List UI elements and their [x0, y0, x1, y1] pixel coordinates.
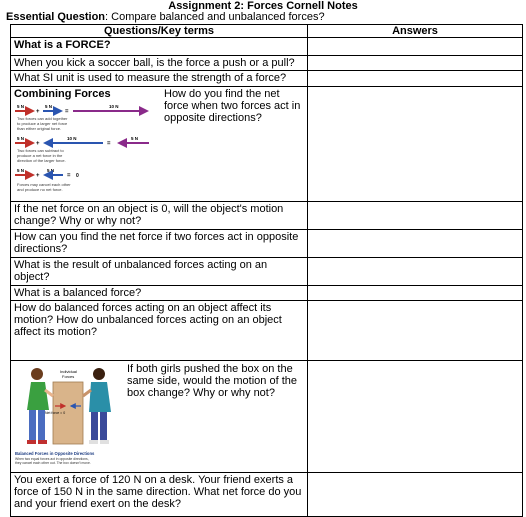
individual-forces-label: Forces: [62, 374, 75, 379]
table-row: [11, 473, 523, 517]
cornell-notes-table: [10, 24, 523, 517]
assignment-title: Assignment 2: Forces Cornell Notes: [168, 0, 358, 12]
svg-text:+: +: [36, 141, 40, 147]
answer-cell[interactable]: [308, 56, 523, 71]
table-row: [11, 56, 523, 71]
force-label: 10 N: [67, 136, 77, 141]
diagram-caption: Two forces can add together: [17, 116, 68, 121]
column-header-answers: Answers: [308, 25, 523, 38]
svg-text:=: =: [67, 173, 71, 179]
individual-forces-label: Individual: [60, 369, 77, 374]
question-cell: If the net force on an object is 0, will the object's motion change? Why or why not?: [11, 202, 308, 230]
force-label: 5 N: [17, 168, 25, 173]
table-row: [11, 301, 523, 361]
combining-forces-diagram: [13, 102, 161, 198]
diagram-caption: to produce a larger net force: [17, 121, 68, 126]
answer-cell[interactable]: [308, 473, 523, 517]
force-label: 5 N: [17, 104, 25, 109]
diagram-caption: than either original force.: [17, 126, 62, 131]
table-row: [11, 202, 523, 230]
answer-cell[interactable]: [308, 361, 523, 473]
question-cell: How can you find the net force if two forces act in opposite directions?: [11, 230, 308, 258]
question-cell: When you kick a soccer ball, is the force a push or a pull?: [11, 56, 308, 71]
table-header-row: [11, 25, 523, 38]
table-row: [11, 258, 523, 286]
table-row: [11, 87, 523, 202]
answer-cell[interactable]: [308, 286, 523, 301]
answer-cell[interactable]: [308, 230, 523, 258]
diagram-caption: Forces may cancel each other: [17, 182, 71, 187]
essential-question-text: : Compare balanced and unbalanced forces?: [105, 11, 325, 23]
net-force-zero: 0: [76, 173, 79, 179]
diagram-caption: Two forces can subtract to: [17, 148, 64, 153]
diagram-caption: direction of the larger force.: [17, 158, 66, 163]
essential-question: [6, 11, 325, 24]
force-label: 5 N: [45, 104, 53, 109]
essential-question-label: Essential Question: [6, 11, 106, 23]
answer-cell[interactable]: [308, 87, 523, 202]
svg-text:+: +: [36, 173, 40, 179]
force-label: 5 N: [17, 136, 25, 141]
diagram-caption: produce a net force in the: [17, 153, 63, 158]
question-cell: [11, 361, 308, 473]
svg-text:=: =: [107, 141, 111, 147]
svg-text:+: +: [36, 109, 40, 115]
column-header-questions: Questions/Key terms: [11, 25, 308, 38]
svg-text:=: =: [65, 109, 69, 115]
question-cell: You exert a force of 120 N on a desk. Your friend exerts a force of 150 N in the same direction. What net force do you and your friend exert on the desk?: [11, 473, 308, 517]
combining-forces-question: How do you find the net force when two forces act in opposite directions?: [164, 88, 301, 124]
question-cell: What is a balanced force?: [11, 286, 308, 301]
table-row: [11, 230, 523, 258]
table-row: [11, 38, 523, 56]
table-row: [11, 286, 523, 301]
question-cell: What SI unit is used to measure the strength of a force?: [11, 71, 308, 87]
girls-box-question: If both girls pushed the box on the same side, would the motion of the box change? Why or why not?: [127, 363, 297, 399]
force-label: 5 N: [47, 168, 55, 173]
answer-cell[interactable]: [308, 301, 523, 361]
girls-pushing-box-illustration: [13, 362, 123, 468]
question-cell: [11, 87, 308, 202]
force-arrows-diagram: [13, 102, 161, 198]
answer-cell[interactable]: [308, 258, 523, 286]
balanced-forces-photo: [13, 362, 123, 471]
question-cell: What is a FORCE?: [11, 38, 308, 56]
photo-subcaption: they cancel each other out. The box doesn't move.: [15, 461, 91, 465]
photo-subcaption: When two equal forces act in opposite directions,: [15, 457, 89, 461]
force-label: 10 N: [109, 104, 119, 109]
answer-cell[interactable]: [308, 71, 523, 87]
net-force-label: Net force = 0: [45, 411, 66, 415]
force-label: 5 N: [131, 136, 139, 141]
question-cell: How do balanced forces acting on an object affect its motion? How do unbalanced forces acting on an object affect its motion?: [11, 301, 308, 361]
diagram-caption: and produce no net force.: [17, 187, 63, 192]
answer-cell[interactable]: [308, 202, 523, 230]
question-cell: What is the result of unbalanced forces acting on an object?: [11, 258, 308, 286]
table-row: [11, 361, 523, 473]
photo-caption: Balanced Forces in Opposite Directions: [15, 451, 95, 456]
answer-cell[interactable]: [308, 38, 523, 56]
combining-forces-heading: Combining Forces: [14, 88, 111, 100]
table-row: [11, 71, 523, 87]
